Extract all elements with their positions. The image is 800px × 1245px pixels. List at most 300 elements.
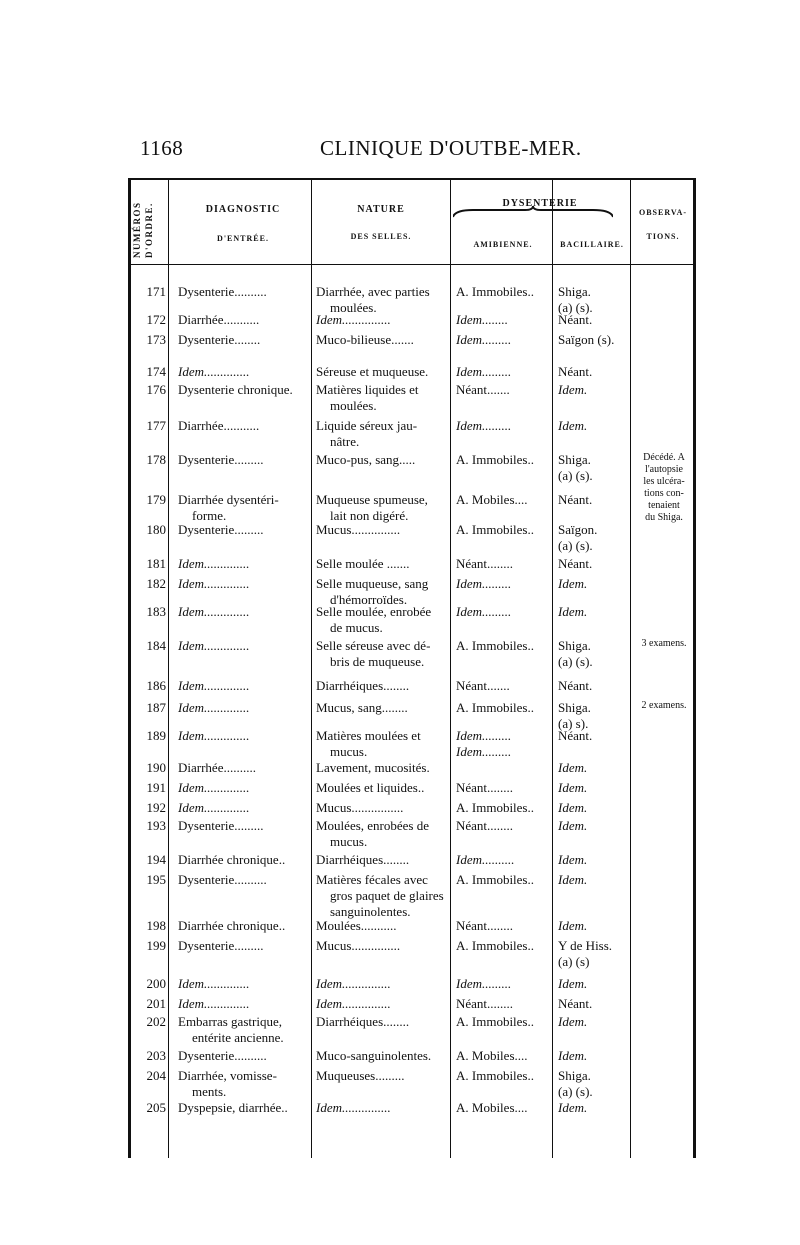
amibienne-cell bbox=[456, 818, 551, 834]
diagnostic-cell-line: Dysenterie.......... bbox=[178, 1048, 267, 1063]
diagnostic-cell bbox=[178, 452, 308, 468]
observations-cell bbox=[632, 452, 696, 524]
page-number: 1168 bbox=[140, 136, 184, 160]
amibienne-cell bbox=[456, 996, 551, 1012]
bacillaire-cell-line: (a) (s). bbox=[558, 654, 593, 669]
amibienne-cell bbox=[456, 382, 551, 398]
diagnostic-cell bbox=[178, 576, 308, 592]
observations-cell-line: tenaient bbox=[648, 500, 680, 511]
col-rule-2 bbox=[311, 178, 312, 1158]
diagnostic-cell-line: Idem.............. bbox=[178, 800, 250, 815]
diagnostic-cell bbox=[178, 418, 308, 434]
diagnostic-cell bbox=[178, 382, 308, 398]
numeros-label: NUMÉROS bbox=[132, 201, 142, 258]
nature-cell bbox=[316, 1068, 446, 1084]
bacillaire-cell bbox=[558, 1048, 633, 1064]
row-number: 172 bbox=[146, 312, 166, 327]
diagnostic-cell bbox=[178, 976, 308, 992]
nature-cell-line: Muco-sanguinolentes. bbox=[316, 1048, 432, 1063]
bacillaire-cell bbox=[558, 918, 633, 934]
row-number: 184 bbox=[146, 638, 166, 653]
bacillaire-cell-line: Idem. bbox=[558, 1048, 588, 1063]
amibienne-cell-line: Néant....... bbox=[456, 678, 510, 693]
nature-cell-line: de mucus. bbox=[330, 620, 383, 635]
bacillaire-cell-line: Shiga. bbox=[558, 452, 591, 467]
diagnostic-cell-line: Dysenterie......... bbox=[178, 452, 264, 467]
nature-cell-line: Liquide séreux jau- bbox=[316, 418, 418, 433]
row-number: 178 bbox=[146, 452, 166, 467]
bacillaire-cell-line: Néant. bbox=[558, 312, 593, 327]
nature-cell-line: d'hémorroïdes. bbox=[330, 592, 408, 607]
bacillaire-cell-line: Idem. bbox=[558, 576, 588, 591]
amibienne-cell-line: A. Immobiles.. bbox=[456, 872, 534, 887]
diagnostic-cell-line: Idem.............. bbox=[178, 364, 250, 379]
nature-cell bbox=[316, 1048, 446, 1064]
amibienne-cell bbox=[456, 492, 551, 508]
bacillaire-cell-line: (a) (s). bbox=[558, 1084, 593, 1099]
nature-cell-line: Diarrhée, avec parties bbox=[316, 284, 430, 299]
diagnostic-cell-line: Diarrhée dysentéri- bbox=[178, 492, 279, 507]
observations-cell-line: tions con- bbox=[644, 488, 684, 499]
row-number: 198 bbox=[146, 918, 166, 933]
diagnostic-cell-line: Diarrhée chronique.. bbox=[178, 918, 286, 933]
nature-cell-line: Moulées, enrobées de bbox=[316, 818, 429, 833]
diagnostic-cell bbox=[178, 872, 308, 888]
nature-cell-line: Diarrhéiques........ bbox=[316, 852, 410, 867]
amibienne-cell bbox=[456, 638, 551, 654]
amibienne-cell-line: Idem.......... bbox=[456, 852, 515, 867]
amibienne-cell-line: Idem......... bbox=[456, 976, 512, 991]
row-number: 186 bbox=[146, 678, 166, 693]
diagnostic-cell-line: Diarrhée.......... bbox=[178, 760, 256, 775]
bacillaire-cell-line: (a) (s) bbox=[558, 954, 590, 969]
diagnostic-cell-line: Idem.............. bbox=[178, 996, 250, 1011]
nature-cell-line: Mucus, sang........ bbox=[316, 700, 408, 715]
bacillaire-cell-line: (a) s). bbox=[558, 716, 589, 731]
nature-cell-line: Muco-bilieuse....... bbox=[316, 332, 414, 347]
amibienne-cell-line: A. Immobiles.. bbox=[456, 284, 534, 299]
diagnostic-cell-line: Idem.............. bbox=[178, 700, 250, 715]
nature-cell bbox=[316, 780, 446, 796]
amibienne-cell bbox=[456, 678, 551, 694]
diagnostic-cell bbox=[178, 1014, 308, 1046]
diagnostic-header: DIAGNOSTIC bbox=[205, 204, 281, 215]
bacillaire-cell bbox=[558, 1068, 633, 1100]
bacillaire-cell bbox=[558, 312, 633, 328]
amibienne-cell bbox=[456, 938, 551, 954]
bacillaire-cell bbox=[558, 604, 633, 620]
amibienne-cell-line: A. Mobiles.... bbox=[456, 492, 528, 507]
amibienne-cell bbox=[456, 452, 551, 468]
nature-cell bbox=[316, 332, 446, 348]
diagnostic-cell bbox=[178, 604, 308, 620]
amibienne-cell-line: A. Immobiles.. bbox=[456, 800, 534, 815]
diagnostic-cell-line: entérite ancienne. bbox=[192, 1030, 284, 1045]
row-number: 180 bbox=[146, 522, 166, 537]
bacillaire-header: BACILLAIRE. bbox=[560, 240, 624, 249]
diagnostic-cell-line: Idem.............. bbox=[178, 728, 250, 743]
diagnostic-cell-line: Idem.............. bbox=[178, 604, 250, 619]
bacillaire-cell-line: Shiga. bbox=[558, 284, 591, 299]
diagnostic-cell bbox=[178, 996, 308, 1012]
bacillaire-cell bbox=[558, 638, 633, 670]
diagnostic-cell-line: Diarrhée........... bbox=[178, 418, 260, 433]
bacillaire-cell-line: Saïgon (s). bbox=[558, 332, 615, 347]
nature-cell-line: Muqueuses......... bbox=[316, 1068, 405, 1083]
diagnostic-cell-line: Dysenterie chronique. bbox=[178, 382, 293, 397]
nature-cell-line: Moulées et liquides.. bbox=[316, 780, 425, 795]
left-border bbox=[128, 178, 131, 1158]
diagnostic-cell-line: Dysenterie.......... bbox=[178, 872, 267, 887]
col-rule-4 bbox=[552, 178, 553, 1158]
bacillaire-cell bbox=[558, 728, 633, 744]
amibienne-cell-line: Idem......... bbox=[456, 364, 512, 379]
diagnostic-cell-line: Idem.............. bbox=[178, 576, 250, 591]
nature-cell bbox=[316, 1014, 446, 1030]
dordre-label: D'ORDRE. bbox=[144, 202, 154, 258]
diagnostic-cell-line: Idem.............. bbox=[178, 678, 250, 693]
nature-cell bbox=[316, 312, 446, 328]
bacillaire-cell-line: Idem. bbox=[558, 976, 588, 991]
nature-cell-line: nâtre. bbox=[330, 434, 360, 449]
bacillaire-cell-line: (a) (s). bbox=[558, 300, 593, 315]
nature-cell-line: Lavement, mucosités. bbox=[316, 760, 430, 775]
bacillaire-cell-line: Idem. bbox=[558, 852, 588, 867]
nature-cell-line: Muqueuse spumeuse, bbox=[316, 492, 428, 507]
bacillaire-cell-line: Idem. bbox=[558, 604, 588, 619]
nature-cell-line: Moulées........... bbox=[316, 918, 397, 933]
row-number: 203 bbox=[146, 1048, 166, 1063]
nature-cell-line: mucus. bbox=[330, 744, 368, 759]
diagnostic-cell-line: Idem.............. bbox=[178, 638, 250, 653]
diagnostic-cell bbox=[178, 818, 308, 834]
bacillaire-cell-line: Néant. bbox=[558, 364, 593, 379]
row-number: 202 bbox=[146, 1014, 166, 1029]
row-number: 205 bbox=[146, 1100, 166, 1115]
case-table bbox=[128, 178, 696, 1158]
observations-header-2: TIONS. bbox=[646, 232, 680, 241]
nature-cell bbox=[316, 760, 446, 776]
nature-cell bbox=[316, 818, 446, 850]
diagnostic-cell-line: Diarrhée........... bbox=[178, 312, 260, 327]
row-number: 189 bbox=[146, 728, 166, 743]
bacillaire-cell-line: Idem. bbox=[558, 872, 588, 887]
observations-cell-line: 3 examens. bbox=[641, 638, 687, 649]
nature-cell bbox=[316, 492, 446, 524]
diagnostic-cell-line: Idem.............. bbox=[178, 780, 250, 795]
nature-cell bbox=[316, 1100, 446, 1116]
bacillaire-cell-line: Idem. bbox=[558, 800, 588, 815]
header-bottom-rule bbox=[128, 264, 696, 265]
nature-cell-line: Selle moulée ....... bbox=[316, 556, 410, 571]
bacillaire-cell bbox=[558, 780, 633, 796]
amibienne-cell-line: Idem......... bbox=[456, 418, 512, 433]
nature-cell bbox=[316, 938, 446, 954]
nature-cell-line: Idem............... bbox=[316, 996, 391, 1011]
bacillaire-cell bbox=[558, 576, 633, 592]
bacillaire-cell-line: Idem. bbox=[558, 382, 588, 397]
row-number: 204 bbox=[146, 1068, 166, 1083]
bacillaire-cell bbox=[558, 872, 633, 888]
diagnostic-cell bbox=[178, 728, 308, 744]
amibienne-cell bbox=[456, 1100, 551, 1116]
bacillaire-cell-line: Idem. bbox=[558, 1100, 588, 1115]
bacillaire-cell bbox=[558, 852, 633, 868]
row-number: 179 bbox=[146, 492, 166, 507]
des-selles-header: DES SELLES. bbox=[350, 232, 412, 241]
bacillaire-cell-line: Néant. bbox=[558, 556, 593, 571]
nature-cell-line: Selle moulée, enrobée bbox=[316, 604, 432, 619]
nature-cell-line: Diarrhéiques........ bbox=[316, 1014, 410, 1029]
amibienne-cell bbox=[456, 1014, 551, 1030]
bacillaire-cell-line: Y de Hiss. bbox=[558, 938, 613, 953]
diagnostic-cell-line: Dysenterie.......... bbox=[178, 284, 267, 299]
diagnostic-cell bbox=[178, 1068, 308, 1100]
amibienne-cell-line: A. Immobiles.. bbox=[456, 638, 534, 653]
amibienne-cell bbox=[456, 1068, 551, 1084]
nature-cell bbox=[316, 452, 446, 468]
table-top-rule bbox=[128, 178, 696, 180]
observations-cell-line: du Shiga. bbox=[645, 512, 683, 523]
nature-header: NATURE bbox=[357, 204, 405, 215]
row-number: 195 bbox=[146, 872, 166, 887]
nature-cell-line: lait non digéré. bbox=[330, 508, 409, 523]
observations-cell-line: 2 examens. bbox=[641, 700, 687, 711]
bacillaire-cell-line: Saïgon. bbox=[558, 522, 598, 537]
bacillaire-cell bbox=[558, 760, 633, 776]
nature-cell-line: gros paquet de glaires bbox=[330, 888, 444, 903]
bacillaire-cell bbox=[558, 1100, 633, 1116]
page-header bbox=[0, 136, 800, 166]
bacillaire-cell-line: Néant. bbox=[558, 492, 593, 507]
bacillaire-cell-line: Néant. bbox=[558, 996, 593, 1011]
nature-cell-line: Matières moulées et bbox=[316, 728, 421, 743]
diagnostic-cell-line: ments. bbox=[192, 1084, 227, 1099]
nature-cell bbox=[316, 800, 446, 816]
nature-cell-line: Muco-pus, sang..... bbox=[316, 452, 416, 467]
diagnostic-cell bbox=[178, 492, 308, 524]
amibienne-cell-line: Néant........ bbox=[456, 556, 514, 571]
observations-cell bbox=[632, 700, 696, 712]
diagnostic-cell bbox=[178, 638, 308, 654]
nature-cell bbox=[316, 364, 446, 380]
amibienne-cell bbox=[456, 312, 551, 328]
amibienne-cell-line: Néant........ bbox=[456, 780, 514, 795]
bacillaire-cell-line: Shiga. bbox=[558, 638, 591, 653]
nature-cell-line: Selle muqueuse, sang bbox=[316, 576, 429, 591]
bacillaire-cell-line: Idem. bbox=[558, 780, 588, 795]
amibienne-cell bbox=[456, 522, 551, 538]
bacillaire-cell bbox=[558, 452, 633, 484]
col-rule-1 bbox=[168, 178, 169, 1158]
diagnostic-cell-line: Dysenterie........ bbox=[178, 332, 261, 347]
bacillaire-cell bbox=[558, 678, 633, 694]
observations-cell bbox=[632, 638, 696, 650]
amibienne-cell bbox=[456, 556, 551, 572]
numeros-header bbox=[130, 186, 156, 258]
nature-cell bbox=[316, 996, 446, 1012]
row-number: 200 bbox=[146, 976, 166, 991]
diagnostic-cell bbox=[178, 938, 308, 954]
bacillaire-cell-line: (a) (s). bbox=[558, 468, 593, 483]
nature-cell bbox=[316, 918, 446, 934]
diagnostic-cell-line: Dysenterie......... bbox=[178, 938, 264, 953]
nature-cell bbox=[316, 556, 446, 572]
nature-cell-line: Diarrhéiques........ bbox=[316, 678, 410, 693]
row-number: 187 bbox=[146, 700, 166, 715]
diagnostic-cell bbox=[178, 332, 308, 348]
diagnostic-cell bbox=[178, 522, 308, 538]
amibienne-cell bbox=[456, 780, 551, 796]
amibienne-cell-line: A. Immobiles.. bbox=[456, 522, 534, 537]
diagnostic-cell bbox=[178, 678, 308, 694]
row-number: 171 bbox=[146, 284, 166, 299]
diagnostic-cell-line: Dysenterie......... bbox=[178, 522, 264, 537]
bacillaire-cell bbox=[558, 976, 633, 992]
amibienne-cell-line: Néant........ bbox=[456, 996, 514, 1011]
nature-cell bbox=[316, 604, 446, 636]
row-number: 199 bbox=[146, 938, 166, 953]
nature-cell bbox=[316, 872, 446, 920]
amibienne-cell bbox=[456, 576, 551, 592]
diagnostic-cell bbox=[178, 760, 308, 776]
dentree-header: D'ENTRÉE. bbox=[217, 234, 269, 243]
bacillaire-cell-line: Idem. bbox=[558, 760, 588, 775]
bacillaire-cell bbox=[558, 556, 633, 572]
observations-cell-line: l'autopsie bbox=[645, 464, 683, 475]
row-number: 177 bbox=[146, 418, 166, 433]
row-number: 183 bbox=[146, 604, 166, 619]
amibienne-cell-line: Néant........ bbox=[456, 918, 514, 933]
bacillaire-cell bbox=[558, 364, 633, 380]
diagnostic-cell bbox=[178, 556, 308, 572]
nature-cell bbox=[316, 382, 446, 414]
amibienne-cell bbox=[456, 852, 551, 868]
diagnostic-cell-line: Dyspepsie, diarrhée.. bbox=[178, 1100, 288, 1115]
bacillaire-cell bbox=[558, 938, 633, 970]
nature-cell-line: mucus. bbox=[330, 834, 368, 849]
amibienne-cell-line: Idem........ bbox=[456, 312, 508, 327]
bacillaire-cell-line: (a) (s). bbox=[558, 538, 593, 553]
amibienne-cell-line: Idem......... bbox=[456, 604, 512, 619]
amibienne-cell bbox=[456, 800, 551, 816]
nature-cell bbox=[316, 852, 446, 868]
amibienne-cell bbox=[456, 332, 551, 348]
nature-cell-line: Matières fécales avec bbox=[316, 872, 428, 887]
nature-cell-line: Selle séreuse avec dé- bbox=[316, 638, 431, 653]
row-number: 191 bbox=[146, 780, 166, 795]
amibienne-cell-line: Néant........ bbox=[456, 818, 514, 833]
nature-cell-line: sanguinolentes. bbox=[330, 904, 411, 919]
bacillaire-cell bbox=[558, 332, 633, 348]
nature-cell bbox=[316, 638, 446, 670]
running-title: CLINIQUE D'OUTBE-MER. bbox=[320, 136, 582, 160]
row-number: 176 bbox=[146, 382, 166, 397]
row-number: 193 bbox=[146, 818, 166, 833]
right-border bbox=[693, 178, 696, 1158]
diagnostic-cell-line: Idem.............. bbox=[178, 976, 250, 991]
nature-cell-line: moulées. bbox=[330, 300, 377, 315]
amibienne-cell-line: Idem......... bbox=[456, 728, 512, 743]
observations-header-1: OBSERVA- bbox=[638, 208, 688, 217]
amibienne-cell-line: Idem......... bbox=[456, 332, 512, 347]
nature-cell bbox=[316, 728, 446, 760]
nature-cell-line: Idem............... bbox=[316, 976, 391, 991]
nature-cell bbox=[316, 678, 446, 694]
bacillaire-cell-line: Shiga. bbox=[558, 1068, 591, 1083]
nature-cell-line: Mucus............... bbox=[316, 938, 401, 953]
nature-cell-line: Idem............... bbox=[316, 312, 391, 327]
diagnostic-cell bbox=[178, 700, 308, 716]
nature-cell-line: Séreuse et muqueuse. bbox=[316, 364, 429, 379]
diagnostic-cell bbox=[178, 780, 308, 796]
observations-cell-line: les ulcéra- bbox=[643, 476, 685, 487]
diagnostic-cell bbox=[178, 852, 308, 868]
nature-cell bbox=[316, 700, 446, 716]
diagnostic-cell bbox=[178, 1100, 308, 1116]
diagnostic-cell-line: Diarrhée chronique.. bbox=[178, 852, 286, 867]
observations-cell-line: Décédé. A bbox=[643, 452, 685, 463]
row-number: 182 bbox=[146, 576, 166, 591]
nature-cell-line: Mucus............... bbox=[316, 522, 401, 537]
row-number: 194 bbox=[146, 852, 166, 867]
bacillaire-cell-line: Idem. bbox=[558, 818, 588, 833]
bacillaire-cell bbox=[558, 418, 633, 434]
amibienne-cell bbox=[456, 872, 551, 888]
diagnostic-cell bbox=[178, 918, 308, 934]
amibienne-cell-line: A. Immobiles.. bbox=[456, 1014, 534, 1029]
amibienne-cell-line: A. Immobiles.. bbox=[456, 452, 534, 467]
amibienne-cell-line: Idem......... bbox=[456, 744, 512, 759]
diagnostic-cell-line: Diarrhée, vomisse- bbox=[178, 1068, 277, 1083]
amibienne-cell-line: Idem......... bbox=[456, 576, 512, 591]
dysenterie-brace bbox=[453, 206, 613, 218]
amibienne-cell-line: A. Mobiles.... bbox=[456, 1100, 528, 1115]
row-number: 201 bbox=[146, 996, 166, 1011]
amibienne-cell-line: A. Immobiles.. bbox=[456, 700, 534, 715]
amibienne-cell-line: A. Immobiles.. bbox=[456, 1068, 534, 1083]
bacillaire-cell-line: Idem. bbox=[558, 418, 588, 433]
row-number: 181 bbox=[146, 556, 166, 571]
row-number: 190 bbox=[146, 760, 166, 775]
diagnostic-cell bbox=[178, 1048, 308, 1064]
amibienne-cell bbox=[456, 284, 551, 300]
row-number: 192 bbox=[146, 800, 166, 815]
diagnostic-cell bbox=[178, 800, 308, 816]
nature-cell-line: Mucus................ bbox=[316, 800, 404, 815]
dysenterie-header: DYSENTERIE bbox=[502, 198, 578, 209]
diagnostic-cell-line: Idem.............. bbox=[178, 556, 250, 571]
nature-cell bbox=[316, 418, 446, 450]
nature-cell-line: bris de muqueuse. bbox=[330, 654, 425, 669]
bacillaire-cell-line: Idem. bbox=[558, 918, 588, 933]
bacillaire-cell bbox=[558, 492, 633, 508]
bacillaire-cell-line: Néant. bbox=[558, 728, 593, 743]
diagnostic-cell bbox=[178, 364, 308, 380]
row-number: 174 bbox=[146, 364, 166, 379]
bacillaire-cell bbox=[558, 1014, 633, 1030]
amibienne-cell bbox=[456, 918, 551, 934]
nature-cell-line: moulées. bbox=[330, 398, 377, 413]
diagnostic-cell bbox=[178, 312, 308, 328]
amibienne-header: AMIBIENNE. bbox=[473, 240, 533, 249]
col-rule-3 bbox=[450, 178, 451, 1158]
amibienne-cell bbox=[456, 728, 551, 760]
nature-cell bbox=[316, 976, 446, 992]
diagnostic-cell bbox=[178, 284, 308, 300]
amibienne-cell bbox=[456, 364, 551, 380]
amibienne-cell-line: Néant....... bbox=[456, 382, 510, 397]
